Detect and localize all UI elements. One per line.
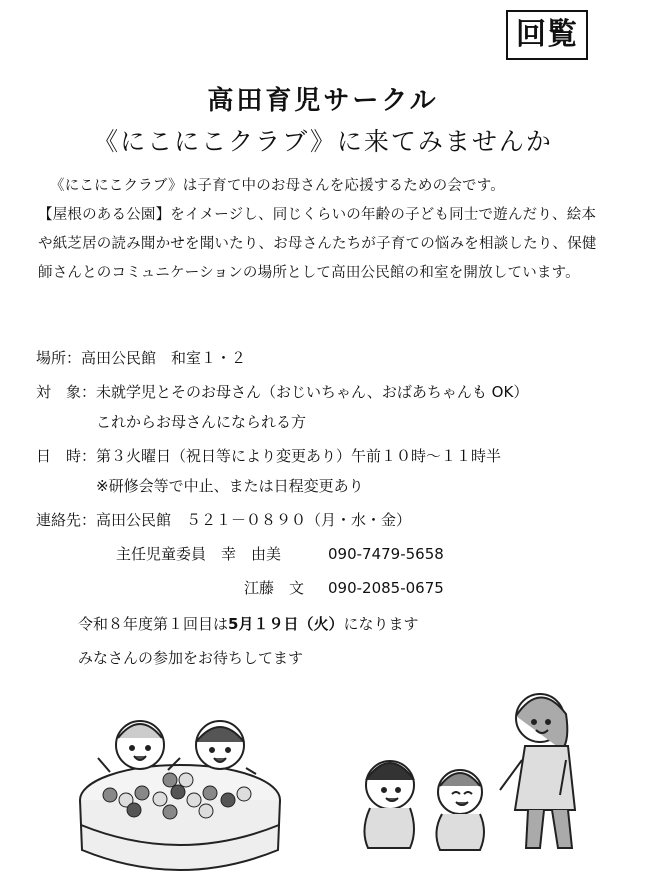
target-label: 対 象： [36,383,97,401]
intro-line-2: 【屋根のある公園】をイメージし、同じくらいの年齢の子ども同士で遊んだり、絵本 [38,207,597,223]
place-row [36,343,636,377]
target-value-2: これからお母さんになられる方 [96,413,307,431]
intro-line-4: 師さんとのコミュニケーションの場所として高田公民館の和室を開放しています。 [38,265,580,281]
target-value: 未就学児とそのお母さん（おじいちゃん、おばあちゃんも OK） [96,383,529,401]
contact-label: 連絡先： [36,511,97,529]
contact-person-1 [36,539,636,573]
mother-children-illustration [340,680,620,880]
date-label: 日 時： [36,447,97,465]
circulation-stamp: 回覧 [506,10,588,60]
place-value: 高田公民館 和室１・２ [81,349,247,367]
contact-person-2 [36,573,636,607]
date-note: ※研修会等で中止、または日程変更あり [96,477,364,495]
contact-row [36,505,636,539]
intro-line-1: 《にこにこクラブ》は子育て中のお母さんを応援するための会です。 [50,178,505,194]
page-subtitle: 《にこにこクラブ》に来てみませんか [93,127,553,156]
date-value: 第３火曜日（祝日等により変更あり）午前１０時～１１時半 [96,447,502,465]
date-note-row [36,471,636,505]
contact2-phone: 090-2085-0675 [328,579,444,597]
ball-pool-illustration [70,700,290,880]
welcome-line: みなさんの参加をお待ちしてます [78,649,304,667]
target-row-2 [36,407,636,441]
first-meeting-text: 令和８年度第１回目は [78,615,229,633]
contact-value: 高田公民館 ５２１－０８９０（月・水・金） [96,511,412,529]
intro-line-3: や紙芝居の読み聞かせを聞いたり、お母さんたちが子育ての悩みを相談したり、保健 [38,236,597,252]
target-row [36,377,636,407]
page-title: 高田育児サークル [207,86,439,116]
event-details [36,343,636,607]
first-meeting-suffix: になります [343,615,419,633]
contact1-phone: 090-7479-5658 [328,545,444,563]
place-label: 場所： [36,349,82,367]
contact1-name: 主任児童委員 幸 由美 [116,545,282,563]
intro-paragraph [38,172,638,288]
closing-message [78,607,418,675]
first-meeting-line [78,607,418,641]
contact2-name: 江藤 文 [244,579,305,597]
first-meeting-date: 5月１９日（火） [228,615,344,633]
date-row [36,441,636,471]
